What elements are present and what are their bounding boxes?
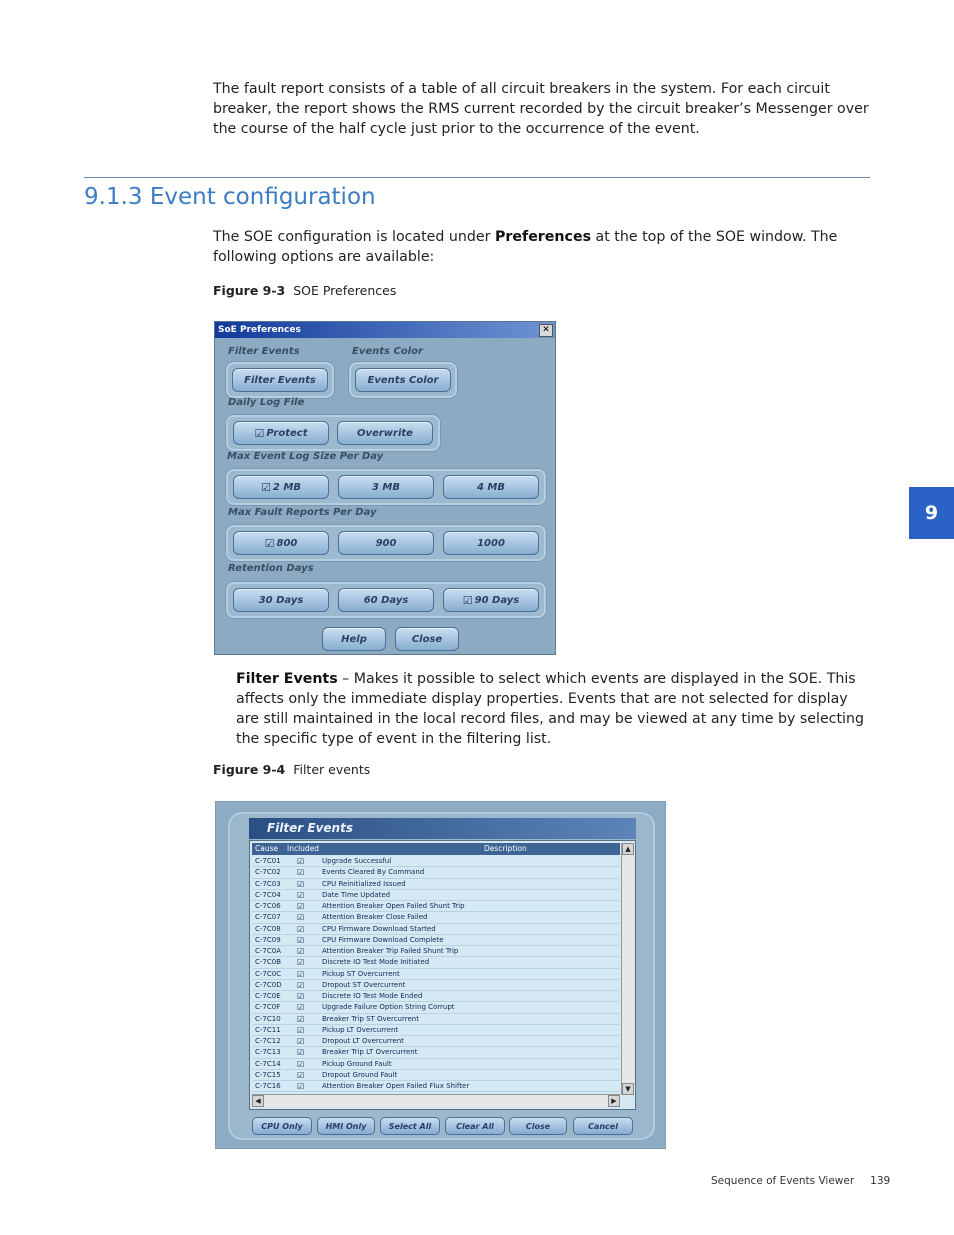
- description-cell: Pickup Ground Fault: [322, 1059, 392, 1068]
- table-row[interactable]: [252, 1014, 620, 1025]
- fault-800-button[interactable]: [233, 531, 329, 555]
- table-row[interactable]: [252, 924, 620, 935]
- column-header-included[interactable]: Included: [287, 844, 320, 853]
- description-cell: Upgrade Failure Option String Corrupt: [322, 1003, 455, 1012]
- config-text-after: at the top of the SOE window. The following options are available:: [213, 229, 838, 265]
- description-cell: Attention Breaker Open Failed Shunt Trip: [322, 902, 465, 910]
- included-checkbox-icon[interactable]: ☑: [297, 980, 305, 990]
- select-all-button[interactable]: Select All: [380, 1117, 440, 1135]
- cause-cell: C-7C16: [255, 1082, 281, 1090]
- description-cell: Dropout ST Overcurrent: [322, 980, 406, 989]
- cause-cell: C-7C10: [255, 1014, 281, 1023]
- protect-button[interactable]: [233, 421, 329, 445]
- page-footer: [711, 1175, 890, 1187]
- retention-days-label: Retention Days: [228, 563, 314, 574]
- description-cell: Pickup ST Overcurrent: [322, 969, 400, 978]
- table-row[interactable]: [252, 1059, 620, 1070]
- included-checkbox-icon[interactable]: ☑: [297, 890, 305, 900]
- cause-cell: C-7C14: [255, 1059, 281, 1068]
- cpu-only-button[interactable]: CPU Only: [252, 1117, 312, 1135]
- included-checkbox-icon[interactable]: ☑: [297, 913, 305, 923]
- table-row[interactable]: [252, 879, 620, 890]
- included-checkbox-icon[interactable]: ☑: [297, 992, 305, 1001]
- help-button[interactable]: Help: [322, 627, 386, 651]
- cause-cell: C-7C0B: [255, 958, 282, 967]
- soe-preferences-dialog: [214, 321, 556, 655]
- hmi-only-button[interactable]: HMI Only: [317, 1117, 375, 1135]
- filter-events-dialog: [215, 801, 666, 1149]
- table-row[interactable]: [252, 980, 620, 991]
- figure-label: Figure 9-3: [213, 283, 286, 298]
- retention-90-label: 90 Days: [474, 594, 520, 606]
- cause-cell: C-7C02: [255, 868, 281, 877]
- included-checkbox-icon[interactable]: ☑: [297, 1037, 305, 1046]
- max-log-size-label: Max Event Log Size Per Day: [227, 451, 384, 462]
- included-checkbox-icon[interactable]: ☑: [297, 879, 305, 889]
- table-row[interactable]: [252, 991, 620, 1002]
- cause-cell: C-7C06: [255, 902, 281, 910]
- vertical-scrollbar[interactable]: [621, 843, 634, 1095]
- section-heading: 9.1.3 Event configuration: [84, 184, 376, 210]
- description-cell: CPU Firmware Download Complete: [322, 935, 444, 944]
- table-row[interactable]: [252, 901, 620, 912]
- config-paragraph: [213, 227, 873, 267]
- horizontal-scrollbar[interactable]: [252, 1094, 620, 1107]
- included-checkbox-icon[interactable]: ☑: [297, 857, 305, 866]
- fault-1000-button[interactable]: 1000: [443, 531, 539, 555]
- included-checkbox-icon[interactable]: ☑: [297, 1003, 305, 1013]
- filter-events-term: Filter Events: [236, 671, 338, 687]
- description-cell: Pickup LT Overcurrent: [322, 1025, 399, 1034]
- scroll-down-icon[interactable]: ▼: [622, 1083, 634, 1095]
- description-cell: Attention Breaker Trip Failed Shunt Trip: [322, 947, 459, 955]
- description-cell: Events Cleared By Command: [322, 868, 425, 877]
- events-color-label: Events Color: [352, 346, 423, 357]
- section-divider: [84, 177, 870, 178]
- scroll-up-icon[interactable]: ▲: [622, 843, 634, 855]
- protect-label: Protect: [266, 427, 308, 439]
- fault-900-button[interactable]: 900: [338, 531, 434, 555]
- retention-90-button[interactable]: [443, 588, 539, 612]
- events-color-button[interactable]: Events Color: [355, 368, 451, 392]
- description-cell: Breaker Trip ST Overcurrent: [322, 1014, 419, 1023]
- scroll-right-icon[interactable]: ▶: [608, 1095, 620, 1107]
- cause-cell: C-7C0C: [255, 969, 282, 978]
- included-checkbox-icon[interactable]: ☑: [297, 1059, 305, 1069]
- included-checkbox-icon[interactable]: ☑: [297, 1070, 305, 1080]
- log-2mb-button[interactable]: [233, 475, 329, 499]
- scroll-left-icon[interactable]: ◀: [252, 1095, 264, 1107]
- description-cell: Attention Breaker Open Failed Flux Shifter: [322, 1082, 470, 1090]
- cause-cell: C-7C07: [255, 913, 281, 922]
- description-cell: Dropout Ground Fault: [322, 1070, 398, 1079]
- daily-log-label: Daily Log File: [228, 397, 305, 408]
- filter-table: [249, 840, 636, 1110]
- log-4mb-button[interactable]: 4 MB: [443, 475, 539, 499]
- figure-caption-filter: [213, 762, 370, 777]
- included-checkbox-icon[interactable]: ☑: [297, 868, 305, 878]
- table-body: [252, 856, 620, 1092]
- overwrite-button[interactable]: Overwrite: [337, 421, 433, 445]
- cause-cell: C-7C0E: [255, 992, 281, 1000]
- table-header: [252, 843, 620, 855]
- table-row[interactable]: [252, 1002, 620, 1013]
- table-row[interactable]: [252, 912, 620, 923]
- table-row[interactable]: [252, 969, 620, 980]
- fault-800-label: 800: [276, 537, 298, 549]
- included-checkbox-icon[interactable]: ☑: [297, 1025, 305, 1035]
- figure-label: Figure 9-4: [213, 762, 286, 777]
- cause-cell: C-7C0D: [255, 980, 282, 989]
- filter-events-button[interactable]: Filter Events: [232, 368, 328, 392]
- filter-close-button[interactable]: Close: [509, 1117, 567, 1135]
- table-row[interactable]: [252, 867, 620, 878]
- included-checkbox-icon[interactable]: ☑: [297, 935, 305, 945]
- table-row[interactable]: [252, 890, 620, 901]
- cause-cell: C-7C0F: [255, 1003, 281, 1012]
- cause-cell: C-7C12: [255, 1037, 281, 1045]
- filter-events-text: – Makes it possible to select which events are displayed in the SOE. This affects only the immediate display properties. Events that are not selected for display are still maintained in the local record files, and may be viewed at any time by selecting the specific type of event in the filtering list.: [236, 671, 864, 747]
- column-header-cause[interactable]: Cause: [255, 844, 279, 853]
- description-cell: Attention Breaker Close Failed: [322, 913, 428, 922]
- cause-cell: C-7C11: [255, 1025, 281, 1034]
- filter-title: Filter Events: [249, 818, 636, 839]
- filter-events-paragraph: [236, 669, 872, 749]
- intro-paragraph: The fault report consists of a table of all circuit breakers in the system. For each circuit breaker, the report shows the RMS current recorded by the circuit breaker’s Messenger over the course of the half cycle just prior to the occurrence of the event.: [213, 81, 869, 137]
- description-cell: Date Time Updated: [322, 890, 391, 899]
- table-row[interactable]: [252, 946, 620, 957]
- table-row[interactable]: [252, 1081, 620, 1092]
- table-row[interactable]: [252, 856, 620, 867]
- description-cell: Dropout LT Overcurrent: [322, 1037, 404, 1045]
- figure-caption-text: Filter events: [293, 762, 371, 777]
- table-row[interactable]: [252, 1070, 620, 1081]
- included-checkbox-icon[interactable]: ☑: [297, 1048, 305, 1058]
- footer-title: Sequence of Events Viewer: [711, 1175, 855, 1187]
- figure-caption-prefs: [213, 283, 396, 298]
- chapter-tab: 9: [909, 487, 954, 539]
- description-cell: Discrete IO Test Mode Initiated: [322, 958, 430, 967]
- included-checkbox-icon[interactable]: ☑: [297, 1082, 305, 1091]
- description-cell: Breaker Trip LT Overcurrent: [322, 1048, 418, 1057]
- page-number: 139: [870, 1175, 891, 1187]
- description-cell: Discrete IO Test Mode Ended: [322, 992, 423, 1000]
- table-row[interactable]: [252, 1036, 620, 1047]
- cause-cell: C-7C01: [255, 857, 281, 865]
- log-2mb-label: 2 MB: [272, 481, 301, 493]
- included-checkbox-icon[interactable]: ☑: [297, 958, 305, 968]
- cause-cell: C-7C09: [255, 935, 281, 944]
- cause-cell: C-7C08: [255, 924, 281, 933]
- checkbox-icon: ☑: [254, 426, 265, 440]
- cause-cell: C-7C15: [255, 1070, 281, 1079]
- table-row[interactable]: [252, 1047, 620, 1058]
- figure-caption-text: SOE Preferences: [293, 283, 397, 298]
- retention-30-button[interactable]: 30 Days: [233, 588, 329, 612]
- cause-cell: C-7C04: [255, 890, 281, 899]
- column-header-description[interactable]: Description: [484, 844, 527, 853]
- checkbox-icon: ☑: [261, 480, 271, 494]
- cause-cell: C-7C03: [255, 879, 281, 888]
- table-row[interactable]: [252, 935, 620, 946]
- prefs-close-button[interactable]: Close: [395, 627, 459, 651]
- table-row[interactable]: [252, 1025, 620, 1036]
- included-checkbox-icon[interactable]: ☑: [297, 969, 305, 979]
- close-icon[interactable]: ✕: [539, 324, 553, 337]
- log-3mb-button[interactable]: 3 MB: [338, 475, 434, 499]
- description-cell: CPU Firmware Download Started: [322, 924, 436, 933]
- description-cell: Upgrade Successful: [322, 857, 392, 865]
- cancel-button[interactable]: Cancel: [573, 1117, 633, 1135]
- dialog-titlebar: SoE Preferences: [215, 322, 555, 338]
- retention-60-button[interactable]: 60 Days: [338, 588, 434, 612]
- config-text-before: The SOE configuration is located under: [213, 229, 495, 245]
- included-checkbox-icon[interactable]: ☑: [297, 947, 305, 956]
- checkbox-icon: ☑: [462, 593, 473, 607]
- description-cell: CPU Reinitialized Issued: [322, 879, 406, 888]
- table-row[interactable]: [252, 957, 620, 968]
- included-checkbox-icon[interactable]: ☑: [297, 902, 305, 911]
- included-checkbox-icon[interactable]: ☑: [297, 924, 305, 934]
- checkbox-icon: ☑: [264, 536, 275, 550]
- filter-events-label: Filter Events: [228, 346, 300, 357]
- included-checkbox-icon[interactable]: ☑: [297, 1014, 305, 1024]
- clear-all-button[interactable]: Clear All: [445, 1117, 505, 1135]
- cause-cell: C-7C13: [255, 1048, 281, 1057]
- max-fault-label: Max Fault Reports Per Day: [228, 507, 377, 518]
- cause-cell: C-7C0A: [255, 947, 281, 955]
- config-text-bold: Preferences: [495, 229, 592, 245]
